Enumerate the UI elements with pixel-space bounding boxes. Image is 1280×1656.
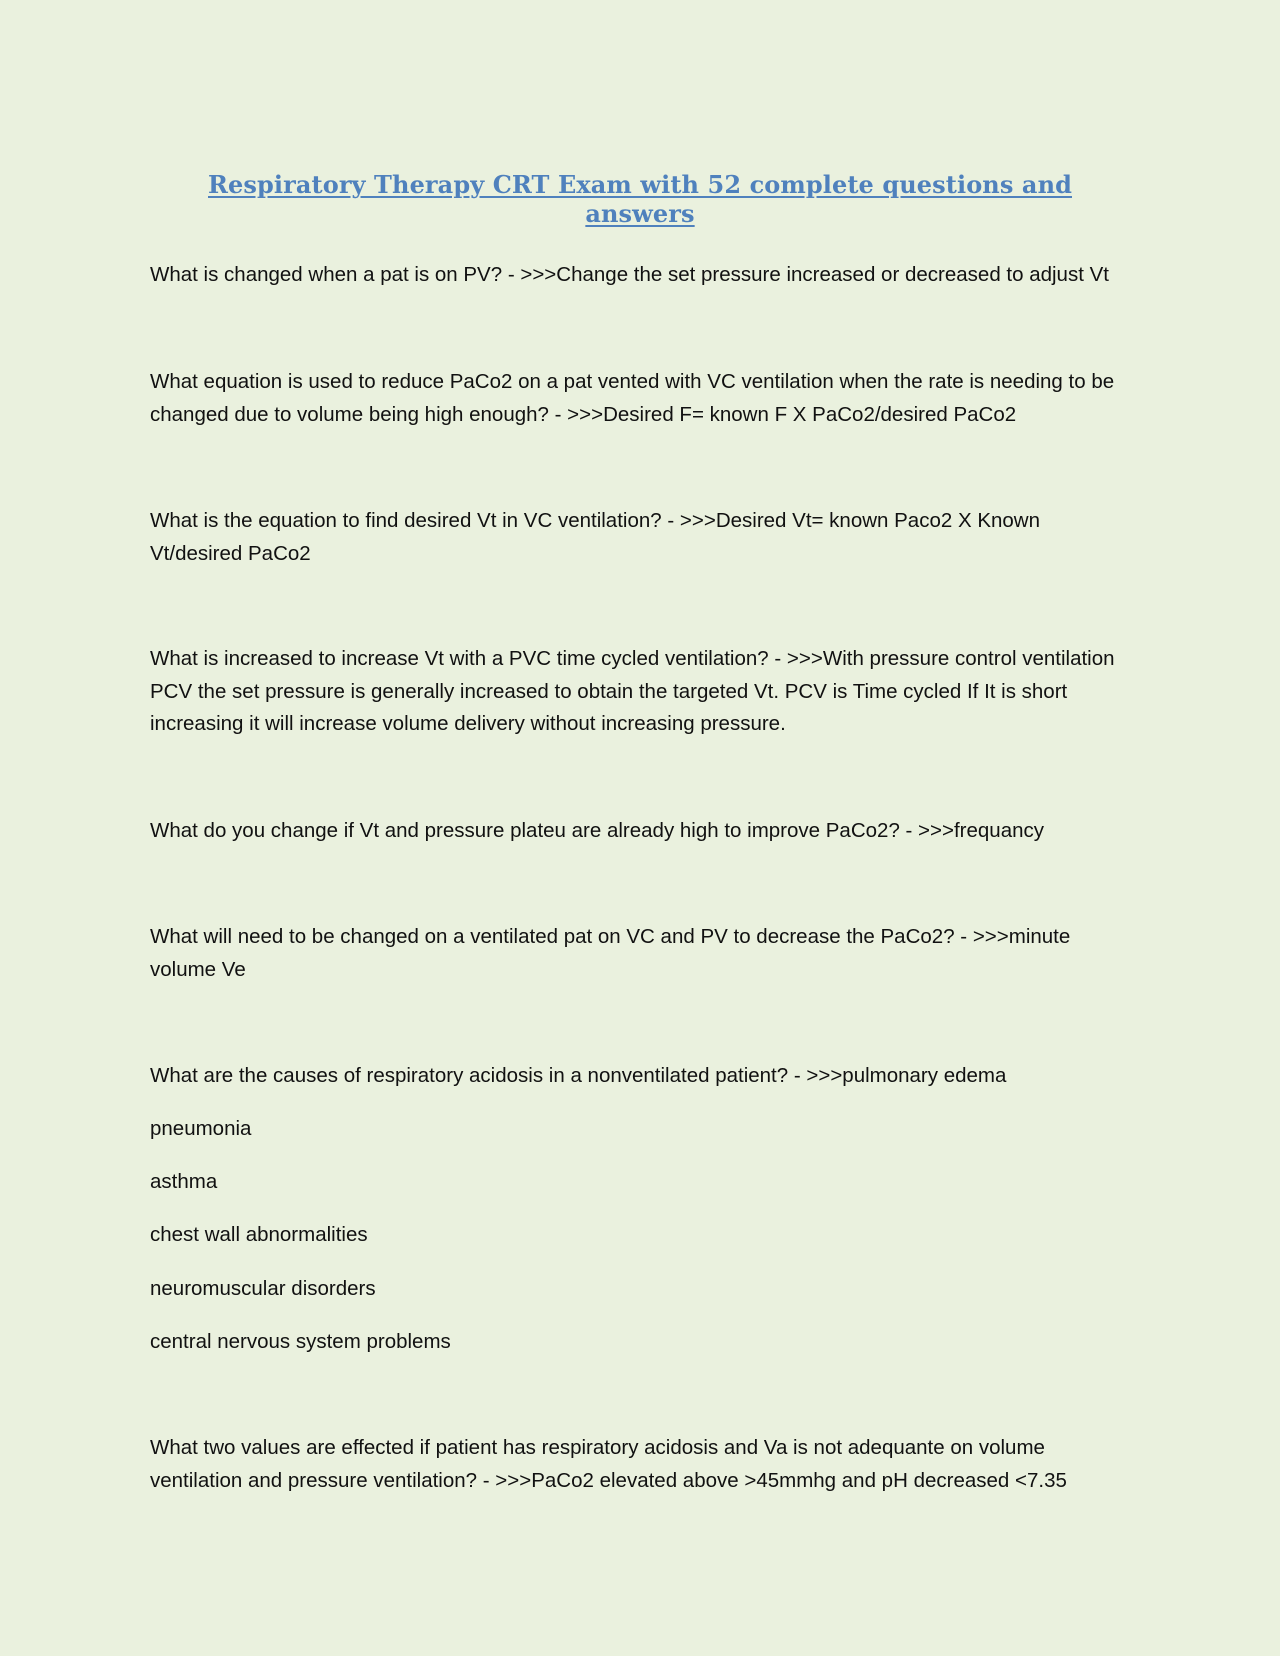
answer-list-item: central nervous system problems: [150, 1330, 451, 1353]
qa-item: [150, 505, 1130, 570]
answer-list-item: neuromuscular disorders: [150, 1277, 376, 1300]
answer-text: Desired Vt= known Paco2 X Known Vt/desired PaCo2: [150, 509, 1041, 565]
answer-text: With pressure control ventilation PCV the set pressure is generally increased to obtain the targeted Vt. PCV is Time cycled If It is short increasing it will increase volume delivery without increasing pressure.: [150, 647, 1115, 735]
answer-text: Change the set pressure increased or decreased to adjust Vt: [556, 263, 1109, 286]
qa-item: [150, 643, 1130, 741]
document-title: Respiratory Therapy CRT Exam with 52 complete questions and answers: [208, 170, 1072, 228]
question-text: What is increased to increase Vt with a PVC time cycled ventilation? - >>>: [150, 647, 823, 670]
question-text: What two values are effected if patient has respiratory acidosis and Va is not adequante on volume ventilation and pressure ventilation? - >>>: [150, 1436, 1045, 1492]
question-text: What will need to be changed on a ventilated pat on VC and PV to decrease the PaCo2? - >>>: [150, 925, 1009, 948]
question-text: What are the causes of respiratory acidosis in a nonventilated patient? - >>>: [150, 1064, 842, 1087]
qa-item: [150, 1432, 1130, 1497]
question-text: What is the equation to find desired Vt in VC ventilation? - >>>: [150, 509, 716, 532]
question-text: What do you change if Vt and pressure plateu are already high to improve PaCo2? - >>>: [150, 819, 954, 842]
answer-text: minute volume Ve: [150, 925, 1071, 981]
question-text: What is changed when a pat is on PV? - >>>: [150, 263, 556, 286]
qa-item: [150, 921, 1130, 986]
answer-text: Desired F= known F X PaCo2/desired PaCo2: [603, 402, 1017, 426]
qa-item: [150, 259, 1130, 292]
qa-item: [150, 366, 1130, 431]
answer-text: pulmonary edema: [842, 1064, 1007, 1087]
answer-list-item: pneumonia: [150, 1117, 252, 1140]
document-page: [150, 0, 1130, 1656]
answer-list-item: chest wall abnormalities: [150, 1223, 368, 1246]
answer-text: PaCo2 elevated above >45mmhg and pH decreased <7.35: [531, 1468, 1067, 1492]
qa-item: [150, 815, 1130, 848]
answer-text: frequancy: [953, 819, 1045, 842]
question-text: What equation is used to reduce PaCo2 on a pat vented with VC ventilation when the rate is needing to be changed due to volume being high enough? - >>>: [150, 370, 1114, 426]
answer-list-item: asthma: [150, 1170, 218, 1193]
qa-item: [150, 1060, 1130, 1093]
